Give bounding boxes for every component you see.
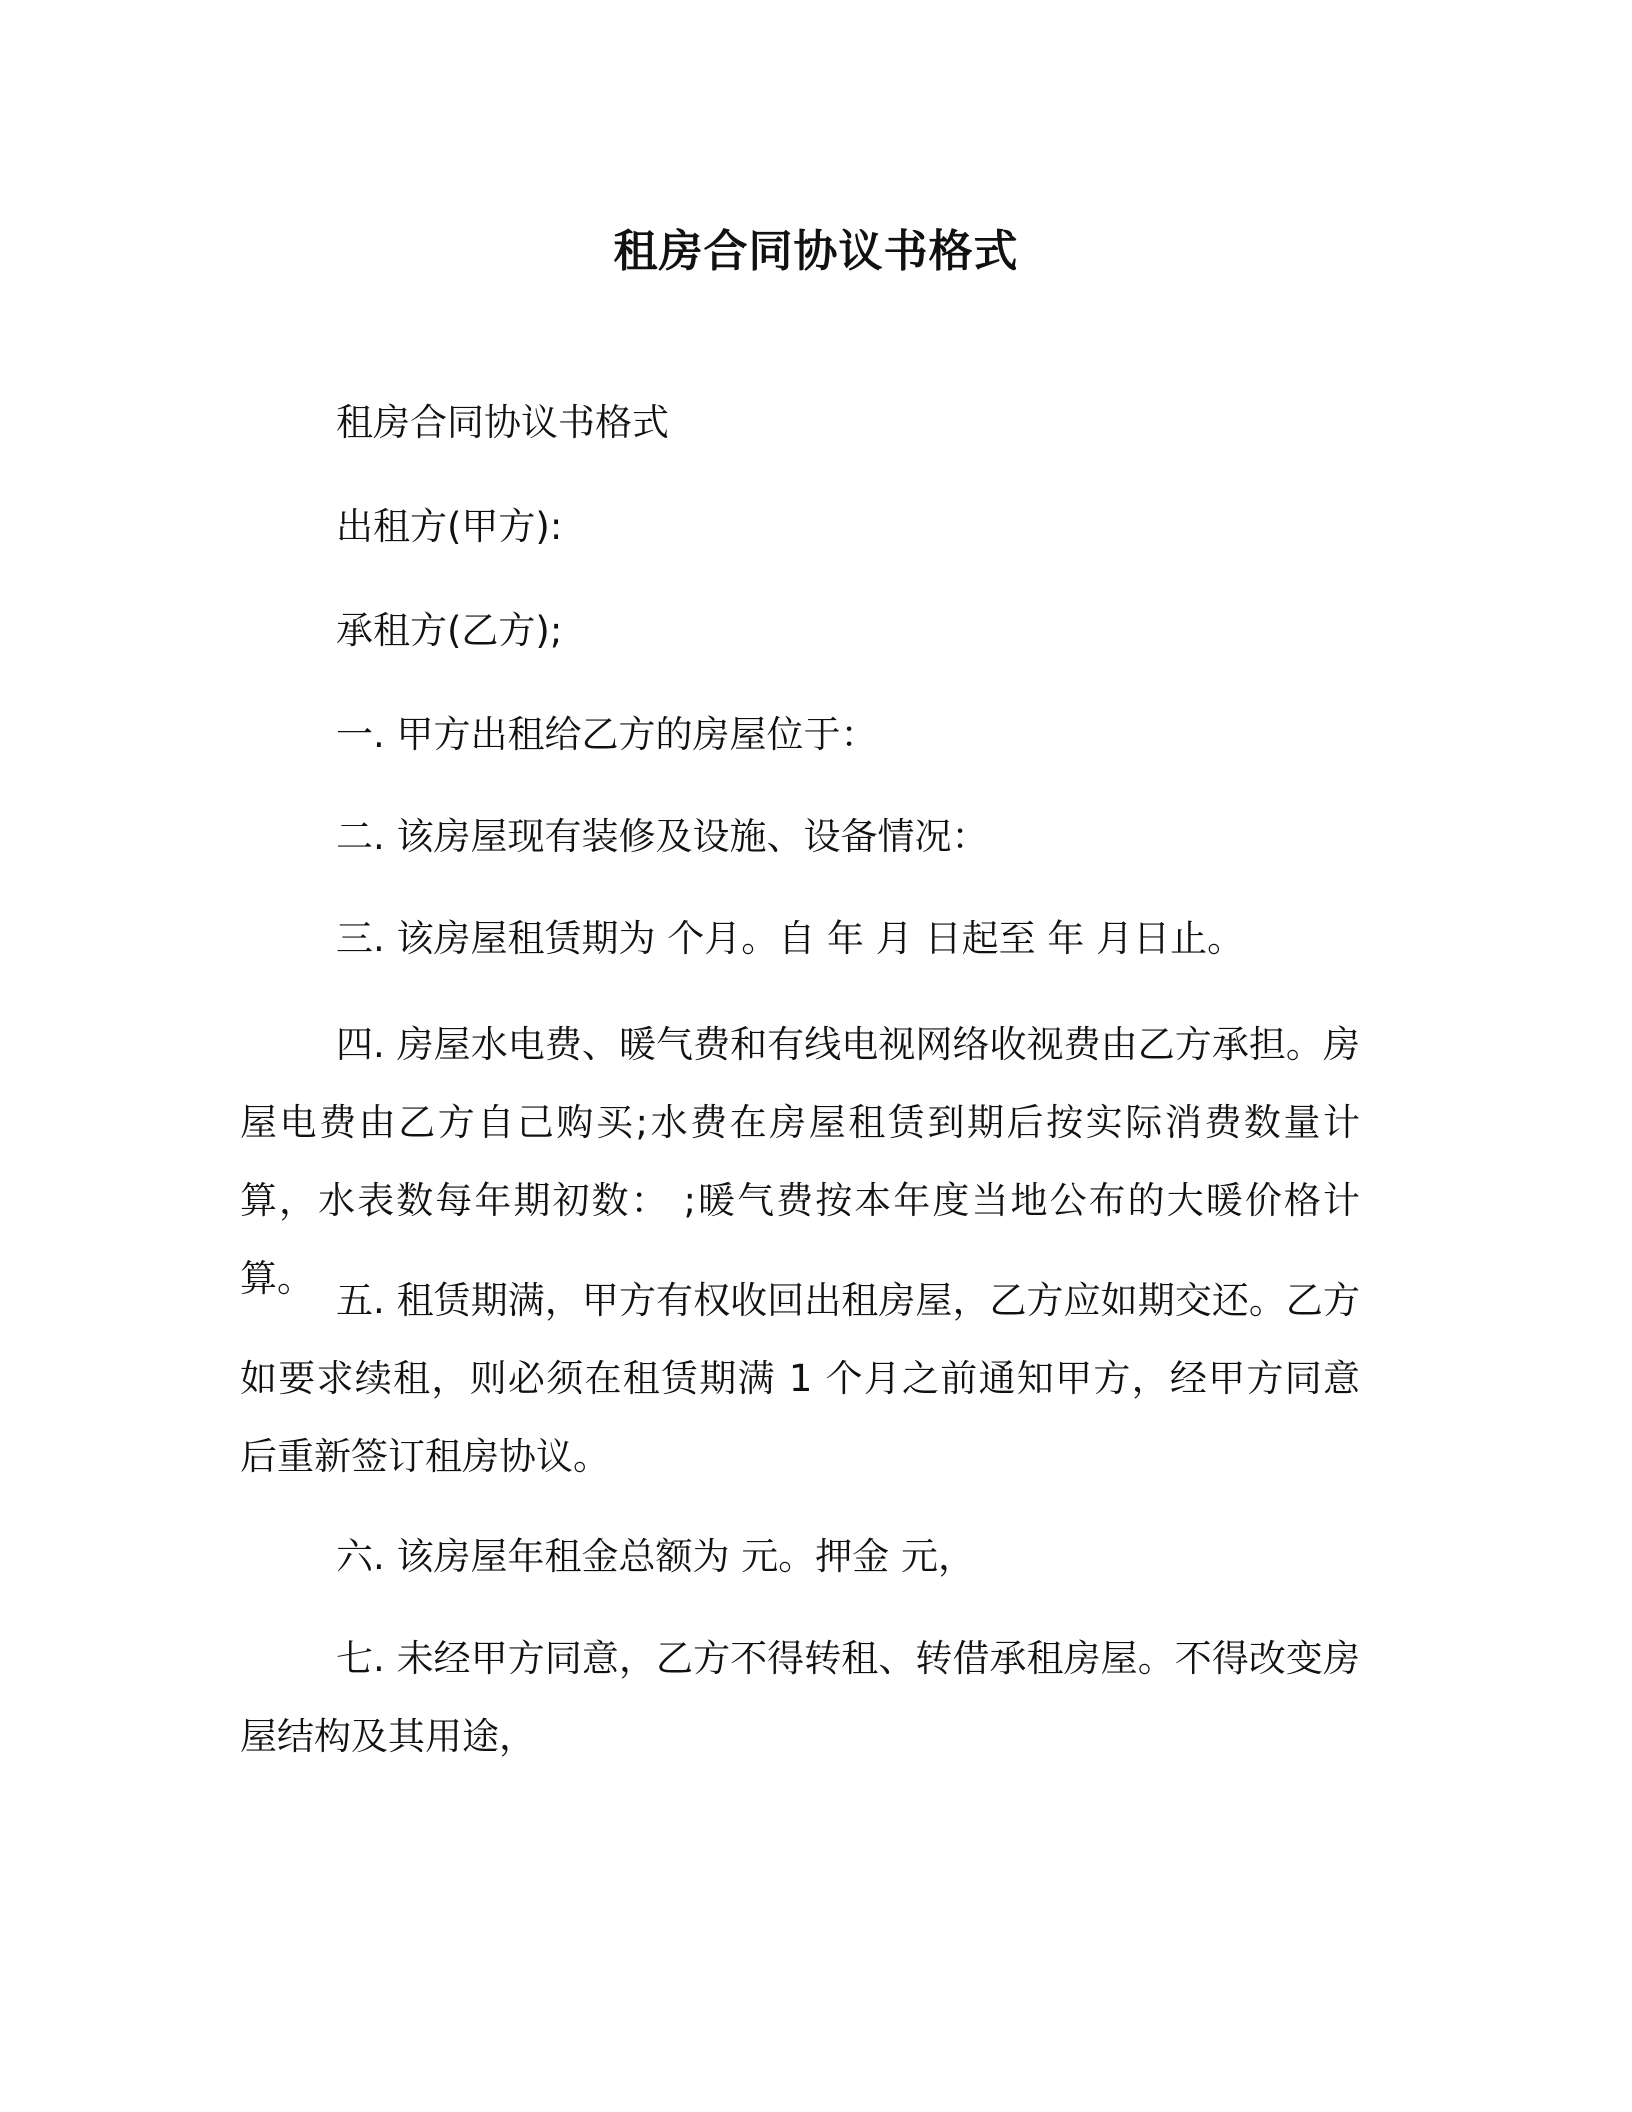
lessor-line: 出租方(甲方): <box>336 505 563 548</box>
clause-3: 三. 该房屋租赁期为 个月。自 年 月 日起至 年 月日止。 <box>336 917 1245 960</box>
clause-7: 七. 未经甲方同意，乙方不得转租、转借承租房屋。不得改变房屋结构及其用途， <box>240 1637 1360 1758</box>
clause-5: 五. 租赁期满，甲方有权收回出租房屋，乙方应如期交还。乙方如要求续租，则必须在租赁期满 1 个月之前通知甲方，经甲方同意后重新签订租房协议。 <box>240 1279 1360 1478</box>
clause-1: 一. 甲方出租给乙方的房屋位于： <box>336 713 878 756</box>
clause-6: 六. 该房屋年租金总额为 元。押金 元， <box>336 1535 976 1578</box>
clause-4: 四. 房屋水电费、暖气费和有线电视网络收视费由乙方承担。房屋电费由乙方自己购买;水费在房屋租赁到期后按实际消费数量计算，水表数每年期初数： ;暖气费按本年度当地公布的大暖价格计算。 <box>240 1023 1360 1300</box>
lessee-line: 承租方(乙方); <box>336 609 563 652</box>
clause-2: 二. 该房屋现有装修及设施、设备情况： <box>336 815 989 858</box>
subtitle-line: 租房合同协议书格式 <box>336 401 669 444</box>
document-title: 租房合同协议书格式 <box>613 226 1019 277</box>
